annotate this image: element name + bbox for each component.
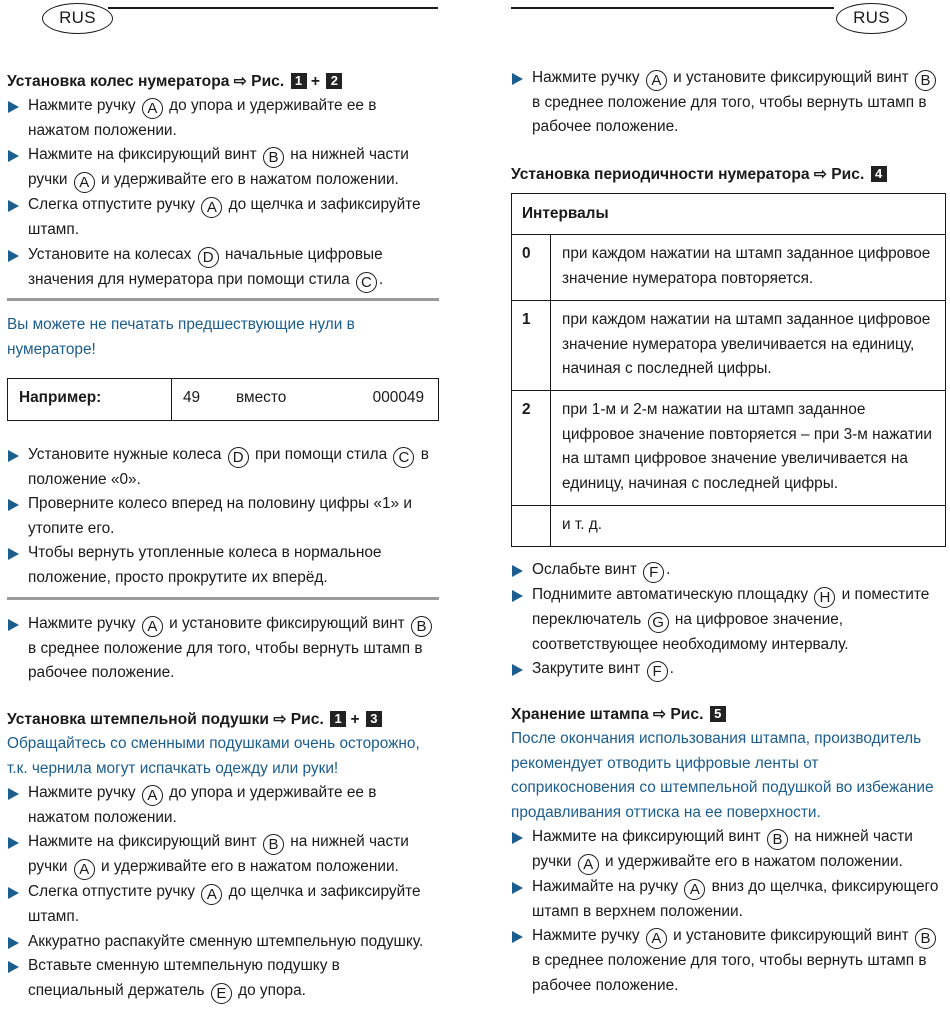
header-rule-right xyxy=(511,7,834,9)
figure-label: Рис. xyxy=(290,711,324,728)
step-text: до щелчка и зафиксируйте штамп. xyxy=(28,883,421,926)
step-text: Закрутите винт xyxy=(532,660,641,678)
return-top-section xyxy=(511,66,946,140)
step-text: в среднее положение для того, чтобы вернуть штамп в рабочее положение. xyxy=(532,94,927,136)
arrow-icon: ⇨ xyxy=(273,711,287,728)
instruction-step xyxy=(511,657,946,682)
part-letter-marker: B xyxy=(263,147,284,168)
interval-row xyxy=(512,391,946,506)
instruction-step xyxy=(511,875,946,924)
part-letter-marker: A xyxy=(684,879,705,900)
example-value: 49 xyxy=(183,389,201,406)
instruction-step xyxy=(511,558,946,583)
part-letter-marker: B xyxy=(411,616,432,637)
interval-key: 2 xyxy=(512,391,551,506)
interval-description: и т. д. xyxy=(551,506,946,547)
example-cell-divider xyxy=(171,379,172,420)
interval-table-body xyxy=(512,235,946,547)
leading-zeros-note: Вы можете не печатать предшествующие нули в нумераторе! xyxy=(7,316,355,358)
arrow-icon: ⇨ xyxy=(233,73,247,90)
step-text: и поместите переключатель xyxy=(532,586,930,628)
plus-sign: + xyxy=(310,73,320,90)
period-heading xyxy=(511,163,946,187)
interval-row xyxy=(512,301,946,391)
figure-number-badge: 4 xyxy=(871,166,887,182)
step-text: Нажимайте на ручку xyxy=(532,878,679,895)
step-text: и установите фиксирующий винт xyxy=(673,69,909,86)
step-text: и удерживайте его в нажатом положении. xyxy=(101,171,399,189)
instruction-step xyxy=(511,924,946,998)
part-letter-marker: E xyxy=(211,983,232,1004)
instruction-step xyxy=(7,612,439,686)
step-text: в среднее положение для того, чтобы вернуть штамп в рабочее положение. xyxy=(532,952,927,994)
part-letter-marker: D xyxy=(198,247,219,268)
instruction-step xyxy=(7,930,439,954)
step-text: в положение «0». xyxy=(28,446,429,488)
figure-number-badge: 2 xyxy=(326,73,342,89)
interval-description: при 1-м и 2-м нажатии на штамп заданное цифровое значение повторяется – при 3-м нажатии на штамп цифровое значение увеличивается на единицу, начиная с последней цифры. xyxy=(551,391,946,506)
storage-heading xyxy=(511,703,946,727)
step-text: вниз до щелчка, фиксирующего штамп в верхнем положении. xyxy=(532,878,939,920)
step-text: и удерживайте его в нажатом положении. xyxy=(605,853,903,870)
example-label: Например: xyxy=(19,389,102,406)
wheels-title: Установка колес нумератора xyxy=(7,73,230,90)
step-text: начальные цифровые значения для нумератора при помощи стила xyxy=(28,245,383,288)
part-letter-marker: A xyxy=(142,785,163,806)
step-text: Нажмите ручку xyxy=(28,784,136,801)
step-text: Нажмите ручку xyxy=(28,97,136,114)
step-text: Нажмите на фиксирующий винт xyxy=(28,146,257,164)
storage-section xyxy=(511,703,946,998)
storage-title: Хранение штампа xyxy=(511,706,649,723)
instruction-step xyxy=(7,880,439,929)
pad-steps-list xyxy=(7,781,439,1004)
step-text: на нижней части ручки xyxy=(28,833,409,876)
wheels-steps xyxy=(7,94,439,293)
instruction-step xyxy=(511,66,946,140)
part-letter-marker: F xyxy=(647,661,668,682)
storage-note: После окончания использования штампа, производитель рекомендует отводить цифровые ленты от соприкосновения со штемпельной подушкой во избежание продавливания оттиска на ее поверхности. xyxy=(511,730,934,821)
arrow-icon: ⇨ xyxy=(652,706,667,723)
instruction-step xyxy=(7,492,439,541)
zeros-steps-list xyxy=(7,443,439,590)
step-text: Нажмите ручку xyxy=(28,615,136,632)
step-text: до упора и удерживайте ее в нажатом положении. xyxy=(28,97,377,139)
part-letter-marker: D xyxy=(228,447,249,468)
step-text: . xyxy=(378,270,384,288)
instruction-step xyxy=(7,830,439,880)
part-letter-marker: C xyxy=(356,272,377,293)
storage-steps-list xyxy=(511,825,946,998)
header-rule-left xyxy=(108,7,438,9)
language-badge-left: RUS xyxy=(42,3,113,34)
step-text: Слегка отпустите ручку xyxy=(28,883,196,901)
step-text: Нажмите на фиксирующий винт xyxy=(28,833,257,851)
example-alt-value: 000049 xyxy=(372,389,424,406)
figure-number-badge: 3 xyxy=(366,711,382,727)
part-letter-marker: A xyxy=(201,884,222,905)
step-text: Установите на колесах xyxy=(28,245,192,263)
step-text: до упора и удерживайте ее в нажатом положении. xyxy=(28,784,377,826)
section-divider xyxy=(7,597,439,600)
instruction-step xyxy=(7,954,439,1003)
interval-key: 0 xyxy=(512,235,551,301)
example-word: вместо xyxy=(236,389,287,406)
interval-description: при каждом нажатии на штамп заданное цифровое значение нумератора повторяется. xyxy=(551,235,946,301)
figure-number-badge: 1 xyxy=(330,711,346,727)
instruction-step xyxy=(7,541,439,590)
plus-sign: + xyxy=(350,711,360,728)
step-text: Проверните колесо вперед на половину цифры «1» и утопите его. xyxy=(28,495,412,537)
interval-table-header-row xyxy=(512,194,946,235)
return-steps-list xyxy=(7,612,439,686)
step-text: Нажмите ручку xyxy=(532,69,640,86)
step-text: Вставьте сменную штемпельную подушку в специальный держатель xyxy=(28,957,340,999)
step-text: на нижней части ручки xyxy=(532,828,913,870)
interval-row xyxy=(512,506,946,547)
part-letter-marker: A xyxy=(646,928,667,949)
interval-description: при каждом нажатии на штамп заданное цифровое значение нумератора увеличивается на единицу, начиная с последней цифры. xyxy=(551,301,946,391)
step-text: Аккуратно распакуйте сменную штемпельную подушку. xyxy=(28,932,424,950)
period-steps-list xyxy=(511,558,946,682)
instruction-step xyxy=(7,781,439,830)
part-letter-marker: B xyxy=(767,829,788,850)
wheels-section xyxy=(7,70,439,293)
part-letter-marker: C xyxy=(393,447,414,468)
step-text: Поднимите автоматическую площадку xyxy=(532,586,809,603)
step-text: на нижней части ручки xyxy=(28,146,409,189)
pad-warning: Обращайтесь со сменными подушками очень осторожно, т.к. чернила могут испачкать одежду или руки! xyxy=(7,735,420,777)
part-letter-marker: B xyxy=(915,928,936,949)
step-text: и удерживайте его в нажатом положении. xyxy=(101,858,399,876)
step-text: до упора. xyxy=(238,981,306,999)
figure-label: Рис. xyxy=(251,73,285,90)
part-letter-marker: A xyxy=(142,616,163,637)
part-letter-marker: B xyxy=(915,70,936,91)
step-text: Чтобы вернуть утопленные колеса в нормальное положение, просто прокрутите их вперёд. xyxy=(28,544,382,586)
instruction-step xyxy=(7,94,439,143)
leading-zeros-steps xyxy=(7,443,439,590)
return-top-list xyxy=(511,66,946,140)
part-letter-marker: A xyxy=(142,98,163,119)
interval-table xyxy=(511,193,946,547)
part-letter-marker: A xyxy=(201,197,222,218)
period-section xyxy=(511,163,946,187)
period-steps xyxy=(511,558,946,682)
interval-key xyxy=(512,506,551,547)
instruction-step xyxy=(7,193,439,242)
step-text: при помощи стила xyxy=(254,446,388,463)
part-letter-marker: G xyxy=(648,612,669,633)
section-divider xyxy=(7,298,439,301)
part-letter-marker: A xyxy=(74,859,95,880)
figure-number-badge: 1 xyxy=(291,73,307,89)
pad-heading xyxy=(7,708,439,732)
example-box xyxy=(7,378,439,421)
interval-table-header: Интервалы xyxy=(512,194,946,235)
step-text: до щелчка и зафиксируйте штамп. xyxy=(28,196,421,239)
step-text: в среднее положение для того, чтобы вернуть штамп в рабочее положение. xyxy=(28,640,423,682)
step-text: Установите нужные колеса xyxy=(28,446,222,463)
step-text: . xyxy=(669,660,674,678)
figure-label: Рис. xyxy=(831,166,865,183)
wheels-heading xyxy=(7,70,439,94)
instruction-step xyxy=(7,243,439,293)
step-text: . xyxy=(666,561,671,578)
step-text: Ослабьте винт xyxy=(532,561,637,578)
step-text: на цифровое значение, соответствующее необходимому интервалу. xyxy=(532,611,849,653)
interval-key: 1 xyxy=(512,301,551,391)
step-text: Слегка отпустите ручку xyxy=(28,196,196,214)
language-badge-right: RUS xyxy=(836,3,907,34)
period-title: Установка периодичности нумератора xyxy=(511,166,810,183)
instruction-step xyxy=(511,583,946,657)
instruction-step xyxy=(7,443,439,492)
part-letter-marker: A xyxy=(646,70,667,91)
step-text: и установите фиксирующий винт xyxy=(169,615,405,632)
pad-section xyxy=(7,708,439,1004)
step-text: Нажмите на фиксирующий винт xyxy=(532,828,761,845)
part-letter-marker: A xyxy=(578,854,599,875)
part-letter-marker: A xyxy=(74,172,95,193)
pad-title: Установка штемпельной подушки xyxy=(7,711,270,728)
step-text: Нажмите ручку xyxy=(532,927,640,945)
part-letter-marker: B xyxy=(263,834,284,855)
instruction-step xyxy=(7,143,439,193)
arrow-icon: ⇨ xyxy=(813,166,827,183)
part-letter-marker: H xyxy=(814,587,835,608)
part-letter-marker: F xyxy=(643,562,664,583)
return-position-section xyxy=(7,612,439,686)
step-text: и установите фиксирующий винт xyxy=(673,927,909,945)
figure-label: Рис. xyxy=(670,706,704,723)
instruction-step xyxy=(511,825,946,875)
figure-number-badge: 5 xyxy=(710,706,726,722)
interval-row xyxy=(512,235,946,301)
